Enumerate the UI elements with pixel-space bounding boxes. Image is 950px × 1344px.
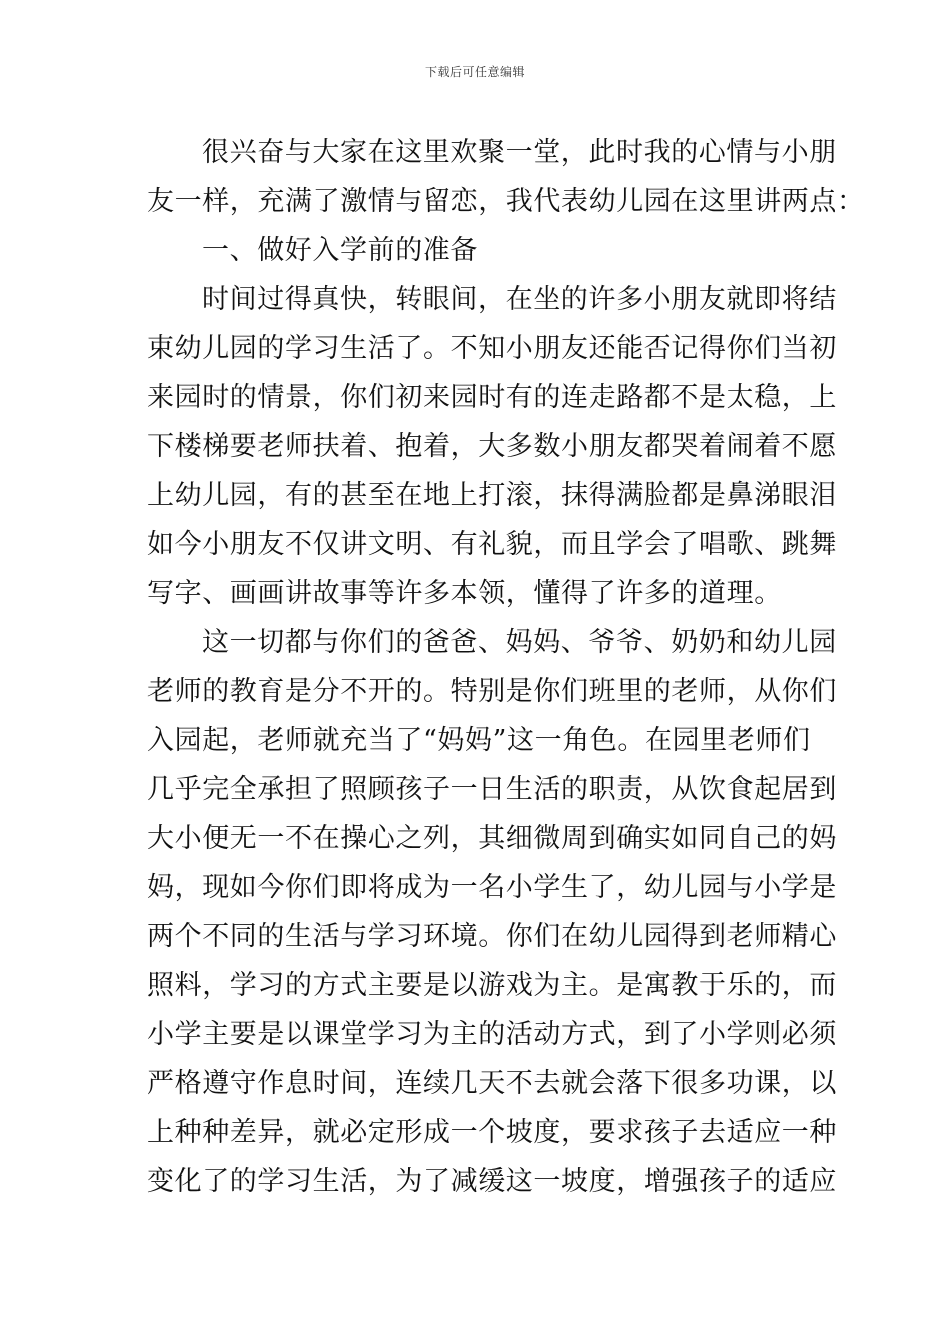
text-line: 上幼儿园，有的甚至在地上打滚，抹得满脸都是鼻涕眼泪 — [147, 480, 837, 511]
text-line: 下楼梯要老师扶着、抱着，大多数小朋友都哭着闹着不愿 — [147, 431, 837, 462]
text-line: 严格遵守作息时间，连续几天不去就会落下很多功课，以 — [147, 1068, 837, 1099]
text-line: 友一样，充满了激情与留恋，我代表幼儿园在这里讲两点： — [147, 186, 865, 217]
text-line: 时间过得真快，转眼间，在坐的许多小朋友就即将结 — [202, 284, 837, 315]
document-body — [147, 128, 865, 1206]
text-line: 一、做好入学前的准备 — [202, 235, 478, 266]
text-line: 几乎完全承担了照顾孩子一日生活的职责，从饮食起居到 — [147, 774, 837, 805]
text-line: 如今小朋友不仅讲文明、有礼貌，而且学会了唱歌、跳舞 — [147, 529, 837, 560]
text-line: 来园时的情景，你们初来园时有的连走路都不是太稳，上 — [147, 382, 837, 413]
text-line: 小学主要是以课堂学习为主的活动方式，到了小学则必须 — [147, 1019, 837, 1050]
text-line: 照料，学习的方式主要是以游戏为主。是寓教于乐的，而 — [147, 970, 837, 1001]
text-line: 妈，现如今你们即将成为一名小学生了，幼儿园与小学是 — [147, 872, 837, 903]
text-line: 写字、画画讲故事等许多本领，懂得了许多的道理。 — [147, 578, 782, 609]
page-header-note: 下载后可任意编辑 — [424, 65, 525, 79]
text-line: 很兴奋与大家在这里欢聚一堂，此时我的心情与小朋 — [202, 137, 837, 168]
text-line: 两个不同的生活与学习环境。你们在幼儿园得到老师精心 — [147, 921, 837, 952]
text-line: 入园起，老师就充当了“妈妈”这一角色。在园里老师们 — [147, 725, 811, 756]
text-line: 这一切都与你们的爸爸、妈妈、爷爷、奶奶和幼儿园 — [202, 627, 837, 658]
text-line: 大小便无一不在操心之列，其细微周到确实如同自己的妈 — [147, 823, 837, 854]
text-line: 束幼儿园的学习生活了。不知小朋友还能否记得你们当初 — [147, 333, 837, 364]
text-line: 上种种差异，就必定形成一个坡度，要求孩子去适应一种 — [147, 1117, 837, 1148]
text-line: 老师的教育是分不开的。特别是你们班里的老师，从你们 — [147, 676, 837, 707]
text-line: 变化了的学习生活，为了减缓这一坡度，增强孩子的适应 — [147, 1166, 837, 1197]
